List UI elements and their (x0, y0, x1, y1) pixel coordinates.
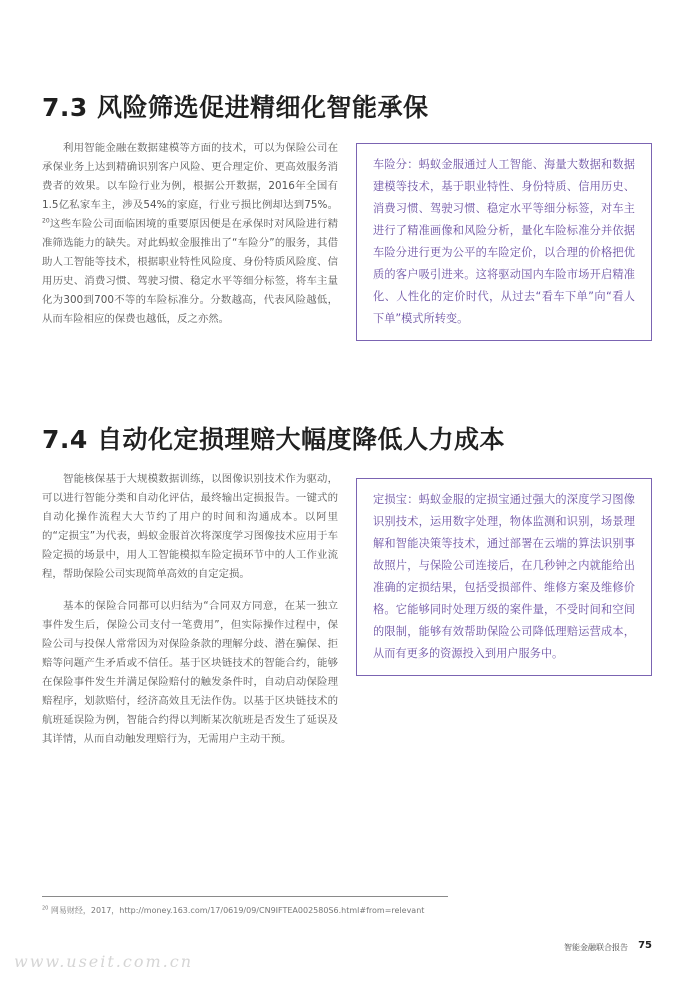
section-heading-7-4: 7.4 自动化定损理赔大幅度降低人力成本 (42, 425, 505, 454)
page-number: 75 (638, 940, 652, 951)
footnote-divider (42, 896, 448, 897)
section-heading-7-3: 7.3 风险筛选促进精细化智能承保 (42, 93, 429, 122)
callout-text: 车险分：蚂蚁金服通过人工智能、海量大数据和数据建模等技术，基于职业特性、身份特质、信用历史、消费习惯、驾驶习惯、稳定水平等细分标签，对车主进行了精准画像和风险分析，量化车险标准分并依据车险分进行更为公平的车险定价，以合理的价格把优质的客户吸引进来。这将驱动国内车险市场开启精准化、人性化的定价时代，从过去“看车下单”向“看人下单”模式所转变。 (373, 158, 635, 325)
callout-text: 定损宝：蚂蚁金服的定损宝通过强大的深度学习图像识别技术，运用数字处理，物体监测和识别，场景理解和智能决策等技术，通过部署在云端的算法识别事故照片，与保险公司连接后，在几秒钟之内就能给出准确的定损结果，包括受损部件、维修方案及维修价格。它能够同时处理万级的案件量，不受时间和空间的限制，能够有效帮助保险公司降低理赔运营成本，从而有更多的资源投入到用户服务中。 (373, 493, 635, 660)
loss-assessment-callout (356, 478, 652, 676)
section-7-4-body (42, 470, 338, 749)
section-7-4-paragraph-2: 基本的保险合同都可以归结为“合同双方同意，在某一独立事件发生后，保险公司支付一笔费用”，但实际操作过程中，保险公司与投保人常常因为对保险条款的理解分歧、潜在骗保、拒赔等问题产生矛盾或不信任。基于区块链技术的智能合约，能够在保险事件发生并满足保险赔付的触发条件时，自动启动保险理赔程序，划款赔付，经济高效且无法作伪。以基于区块链技术的航班延误险为例，智能合约得以判断某次航班是否发生了延误及其详情，从而自动触发理赔行为，无需用户主动干预。 (42, 600, 338, 745)
section-7-4-paragraph-1: 智能核保基于大规模数据训练，以图像识别技术作为驱动，可以进行智能分类和自动化评估，最终输出定损报告。一键式的自动化操作流程大大节约了用户的时间和沟通成本。以阿里的“定损宝”为代表，蚂蚁金服首次将深度学习图像技术应用于车险定损的场景中，用人工智能模拟车险定损环节中的人工作业流程，帮助保险公司实现简单高效的自定定损。 (42, 473, 338, 580)
watermark: www.useit.com.cn (14, 952, 194, 971)
section-7-3-paragraph: 利用智能金融在数据建模等方面的技术，可以为保险公司在承保业务上达到精确识别客户风险、更合理定价、更高效服务消费者的效果。以车险行业为例，根据公开数据，2016年全国有1.5亿私家车主，涉及54%的家庭，行业亏损比例却达到75%。$^{20}$这些车险公司面临困境的重要原因便是在承保时对风险进行精准筛选能力的缺失。对此蚂蚁金服推出了“车险分”的服务，其借助人工智能等技术，根据职业特性风险度、身份特质风险度、信用历史、消费习惯、驾驶习惯、稳定水平等细分标签，将车主量化为300到700不等的车险标准分。分数越高，代表风险越低，从而车险相应的保费也越低，反之亦然。 (42, 142, 338, 325)
report-title: 智能金融联合报告 (564, 943, 628, 952)
footnote-ref: 20 (42, 217, 50, 225)
section-7-3-body (42, 139, 338, 329)
car-insurance-score-callout (356, 143, 652, 341)
footnote: $^{20}$ 网易财经，2017，http://money.163.com/17/0619/09/CN9IFTEA002580S6.html#from=relevant (42, 905, 425, 915)
